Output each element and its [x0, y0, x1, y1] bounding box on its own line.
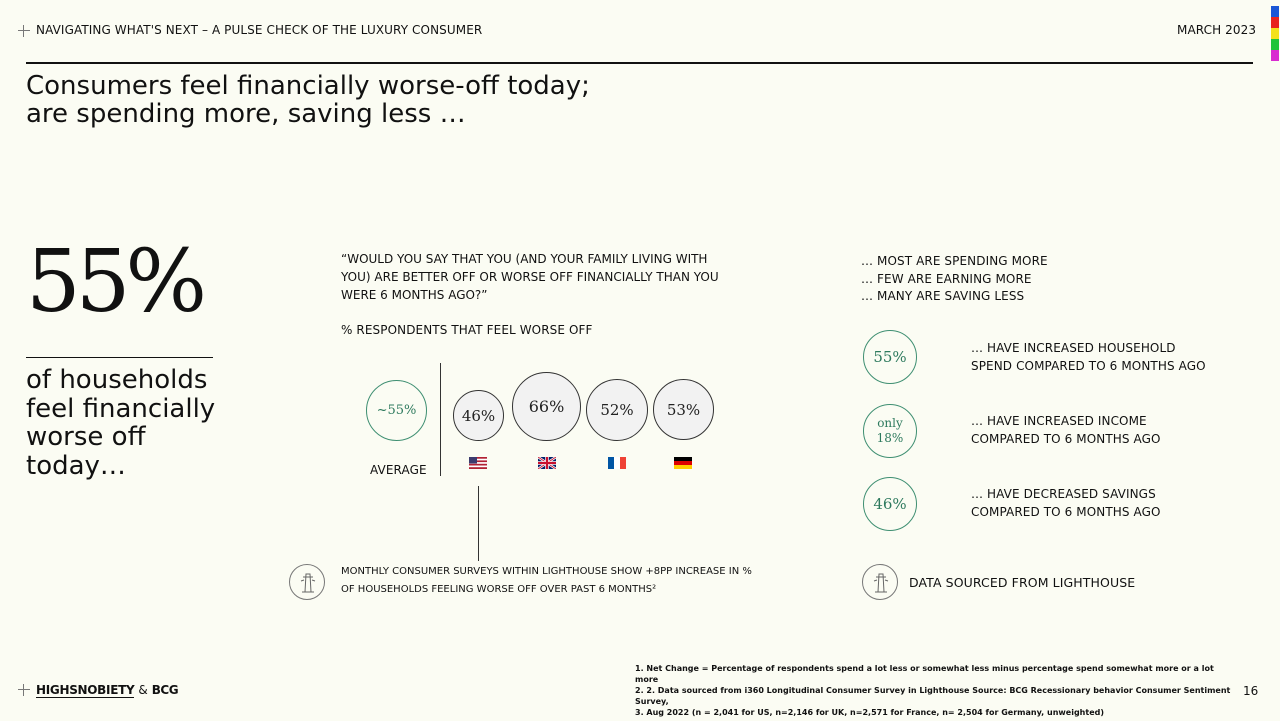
bubble-france [586, 379, 648, 441]
us-flag-icon [469, 457, 487, 469]
bubble-label: 52% [600, 401, 634, 419]
question-line: YOU) ARE BETTER OFF OR WORSE OFF FINANCIALLY THAN YOU [341, 270, 719, 284]
lighthouse-note [341, 563, 752, 599]
footnotes [635, 663, 1235, 718]
france-flag-icon [608, 457, 626, 469]
bcg-logo: BCG [151, 683, 179, 697]
lighthouse-icon [289, 564, 325, 600]
stat-value-line: only [877, 416, 903, 430]
stat-value-line: 18% [876, 431, 904, 445]
footnote-line: 2. 2. Data sourced from i360 Longitudinal Consumer Survey in Lighthouse Source: BCG Recessionary behavior Consumer Sentiment Survey, [635, 686, 1231, 706]
color-swatch-yellow [1271, 28, 1279, 39]
crosshair-icon [18, 25, 30, 37]
crosshair-icon [18, 684, 30, 696]
lighthouse-icon-glyph [863, 565, 899, 601]
color-swatch-red [1271, 17, 1279, 28]
stat-line: SPEND COMPARED TO 6 MONTHS AGO [971, 358, 1206, 373]
stat-line: … HAVE INCREASED INCOME [971, 414, 1147, 428]
callout-connector [478, 486, 479, 561]
stat-circle-spend [863, 330, 917, 384]
bubble-germany [653, 379, 714, 440]
bubble-label: 66% [528, 397, 565, 416]
stat-value: 55% [873, 348, 907, 366]
right-intro [861, 253, 1048, 306]
bubble-uk [512, 372, 581, 441]
color-swatch-green [1271, 39, 1279, 50]
page-title [26, 72, 590, 128]
stat-circle-income [863, 404, 917, 458]
color-swatch-magenta [1271, 50, 1279, 61]
uk-flag-icon [538, 457, 556, 469]
stat-desc-line: feel financially [26, 393, 216, 424]
headline-stat-description [26, 366, 215, 480]
bubble-label: 46% [461, 406, 496, 425]
stat-line: … HAVE DECREASED SAVINGS [971, 487, 1156, 501]
color-strip [1271, 6, 1279, 61]
bubble-us [453, 390, 504, 441]
bubble-label: 53% [666, 400, 701, 419]
page-number: 16 [1243, 684, 1259, 698]
metric-label: % RESPONDENTS THAT FEEL WORSE OFF [341, 323, 593, 337]
average-label: AVERAGE [370, 463, 427, 477]
survey-question [341, 250, 719, 304]
stat-desc-line: worse off [26, 422, 146, 452]
stat-text-income [971, 413, 1161, 448]
note-line: OF HOUSEHOLDS FEELING WORSE OFF OVER PAST 6 MONTHS² [341, 584, 657, 595]
headline-stat: 55% [26, 232, 203, 332]
page-title-line-1: Consumers feel financially worse-off today; [26, 71, 590, 101]
stat-circle-savings [863, 477, 917, 531]
stat-line: COMPARED TO 6 MONTHS AGO [971, 504, 1161, 519]
stat-value: 46% [873, 495, 907, 513]
intro-line: … MOST ARE SPENDING MORE [861, 254, 1048, 268]
footer-amp: & [138, 683, 148, 697]
stat-desc-line: today… [26, 450, 126, 481]
chart-divider [440, 363, 441, 476]
deck-date: MARCH 2023 [1177, 23, 1257, 37]
intro-line: … FEW ARE EARNING MORE [861, 271, 1032, 286]
question-line: “WOULD YOU SAY THAT YOU (AND YOUR FAMILY LIVING WITH [341, 252, 708, 266]
stat-line: … HAVE INCREASED HOUSEHOLD [971, 341, 1176, 355]
deck-title: NAVIGATING WHAT'S NEXT – A PULSE CHECK OF THE LUXURY CONSUMER [36, 23, 483, 37]
stat-desc-line: of households [26, 365, 208, 395]
bubble-average [366, 380, 427, 441]
lighthouse-icon-glyph [290, 565, 326, 601]
lighthouse-icon [862, 564, 898, 600]
page-title-line-2: are spending more, saving less … [26, 99, 466, 129]
stat-text-savings [971, 486, 1161, 521]
footnote-line: 1. Net Change = Percentage of respondents spend a lot less or somewhat less minus percentage spend somewhat more or a lot more [635, 664, 1214, 684]
stat-divider [26, 357, 213, 358]
footnote-line: 3. Aug 2022 (n = 2,041 for US, n=2,146 for UK, n=2,571 for France, n= 2,504 for Germany, unweighted) [635, 708, 1105, 717]
stat-text-spend [971, 340, 1206, 375]
question-line: WERE 6 MONTHS AGO?” [341, 288, 488, 302]
germany-flag-icon [674, 457, 692, 469]
header-rule [26, 62, 1253, 64]
highsnobiety-logo: HIGHSNOBIETY [36, 683, 135, 697]
color-swatch-blue [1271, 6, 1279, 17]
stat-line: COMPARED TO 6 MONTHS AGO [971, 431, 1161, 446]
intro-line: … MANY ARE SAVING LESS [861, 289, 1025, 303]
source-note: DATA SOURCED FROM LIGHTHOUSE [909, 575, 1136, 590]
note-line: MONTHLY CONSUMER SURVEYS WITHIN LIGHTHOUSE SHOW +8PP INCREASE IN % [341, 566, 752, 577]
bubble-label: ~55% [376, 403, 417, 418]
footer-brands [36, 683, 178, 698]
